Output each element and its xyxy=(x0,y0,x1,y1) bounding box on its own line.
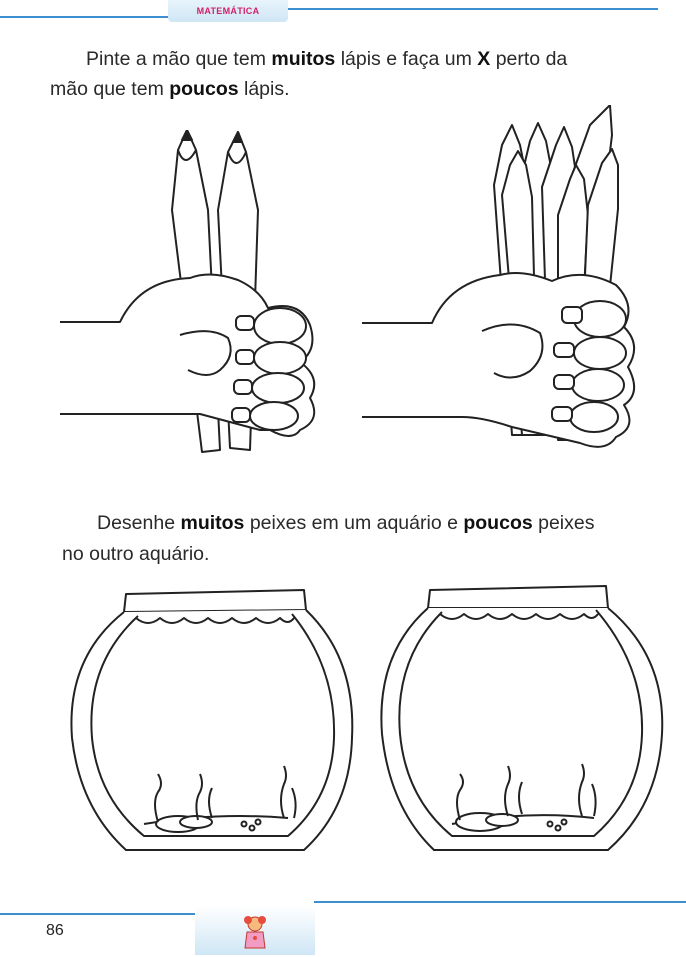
fishbowl-left-illustration[interactable] xyxy=(66,588,356,860)
footer-line-right xyxy=(314,901,686,903)
ex1-bold-poucos: poucos xyxy=(169,78,239,100)
ex2-bold-poucos: poucos xyxy=(463,512,533,534)
hand-few-pencils-illustration[interactable] xyxy=(60,130,330,460)
footer-line-left xyxy=(0,913,196,915)
ex1-text: lápis e faça um xyxy=(335,48,478,70)
ex1-text: perto da xyxy=(490,48,568,70)
ex2-text: peixes xyxy=(532,512,595,534)
ex1-text: mão que tem xyxy=(50,78,170,100)
page-number: 86 xyxy=(46,922,64,939)
hand-many-pencils-illustration[interactable] xyxy=(362,105,642,470)
exercise1-instruction xyxy=(86,48,656,70)
ex2-bold-muitos: muitos xyxy=(180,512,245,534)
clown-mascot-icon xyxy=(235,912,275,957)
exercise1-instruction-line2 xyxy=(50,78,650,100)
subject-tab xyxy=(168,0,288,22)
fishbowl-right-illustration[interactable] xyxy=(376,584,666,860)
subject-label: MATEMÁTICA xyxy=(196,6,260,16)
footer-mascot-tab xyxy=(195,906,315,955)
header-line-right xyxy=(286,8,658,10)
exercise2-instruction xyxy=(97,512,667,534)
header-line-left xyxy=(0,16,170,18)
ex1-text: lápis. xyxy=(238,78,290,100)
exercise2-instruction-line2 xyxy=(62,543,622,565)
ex2-text: no outro aquário. xyxy=(62,543,210,565)
ex1-bold-muitos: muitos xyxy=(271,48,336,70)
ex1-text: Pinte a mão que tem xyxy=(86,48,272,70)
ex1-bold-x: X xyxy=(477,48,491,70)
ex2-text: peixes em um aquário e xyxy=(244,512,464,534)
ex2-text: Desenhe xyxy=(97,512,181,534)
